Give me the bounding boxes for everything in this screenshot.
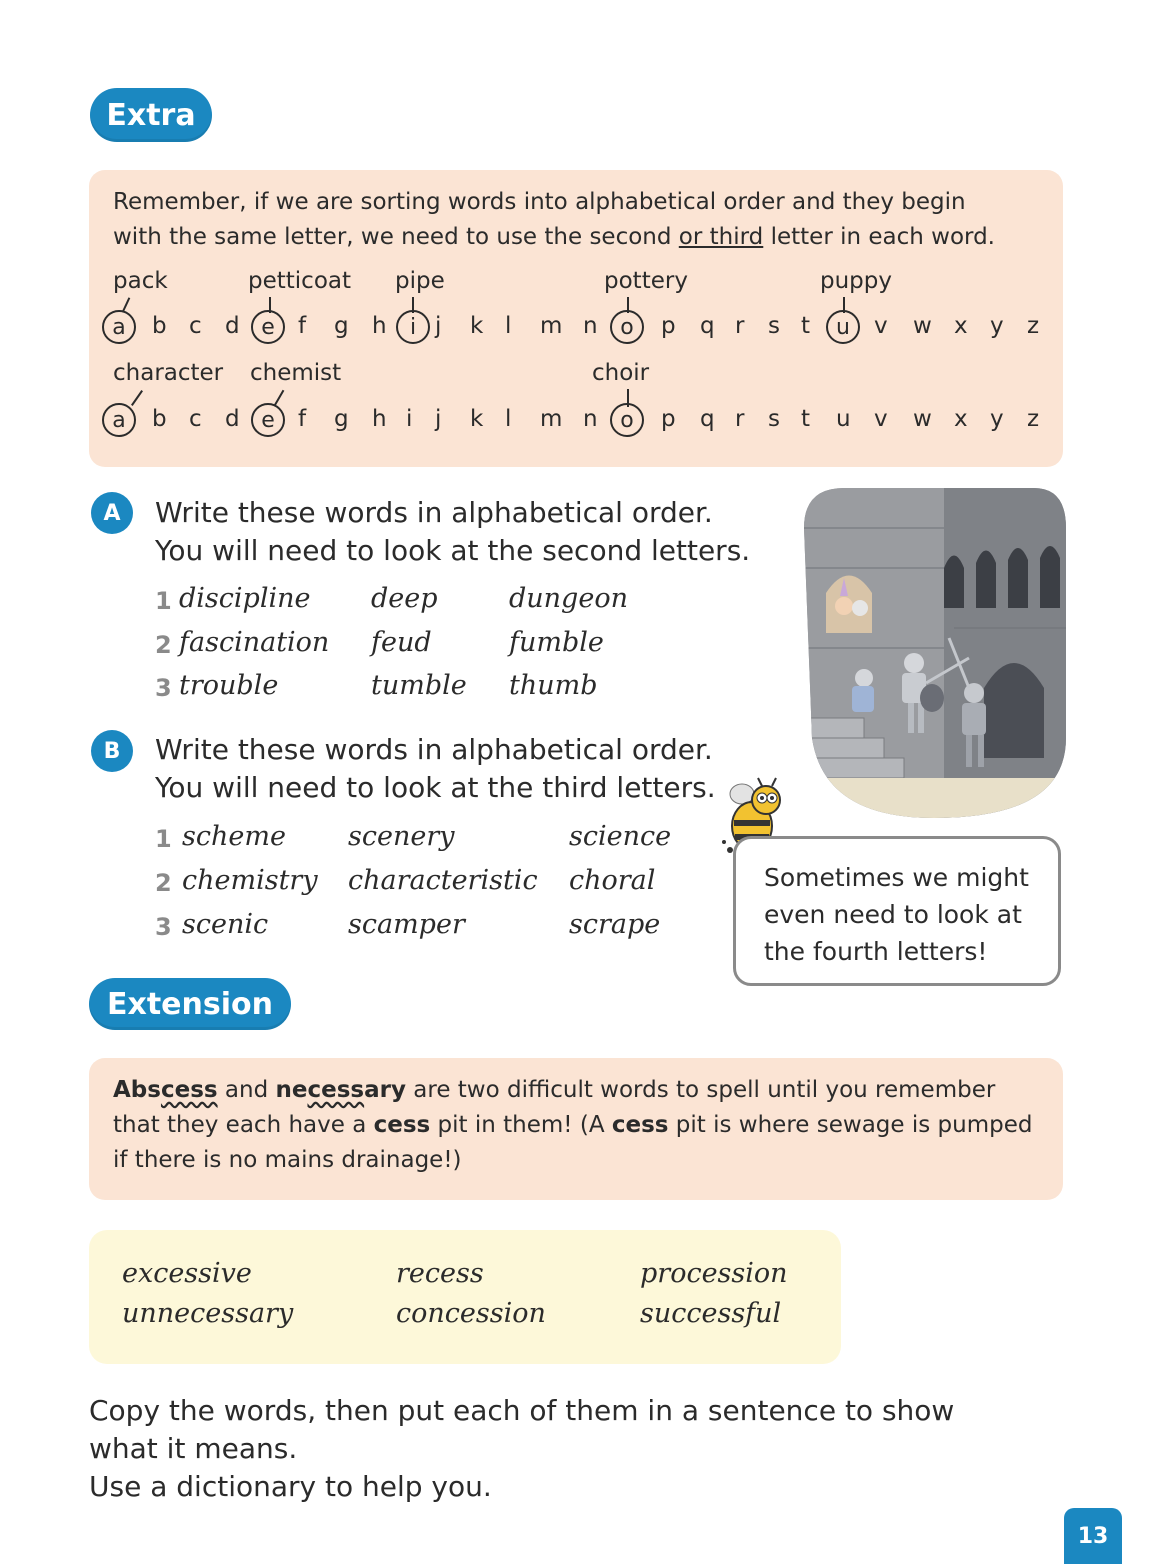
- section-b-badge: B: [91, 730, 133, 772]
- alphabet-letter: z: [1027, 406, 1040, 432]
- row-number: 2: [155, 869, 172, 897]
- alphabet-letter: v: [874, 406, 888, 432]
- word-item: choral: [569, 865, 656, 896]
- extension-task: Copy the words, then put each of them in a sentence to show what it means. Use a dictionary to help you.: [89, 1394, 955, 1503]
- word-item: successful: [640, 1298, 782, 1329]
- alphabet-letter: c: [189, 313, 202, 339]
- extra-heading: Extra: [90, 88, 212, 142]
- circled-letter: u: [826, 310, 860, 344]
- alphabet-letter: n: [583, 313, 598, 339]
- tip-bubble: Sometimes we might even need to look at the fourth letters!: [733, 836, 1061, 986]
- example-word: pottery: [604, 268, 688, 294]
- circled-letter: a: [102, 403, 136, 437]
- example-word: chemist: [250, 360, 342, 386]
- alphabet-letter: y: [990, 313, 1004, 339]
- alphabet-letter: u: [836, 406, 851, 432]
- alphabet-letter: x: [954, 406, 968, 432]
- alphabet-letter: r: [735, 406, 745, 432]
- example-word: petticoat: [248, 268, 352, 294]
- word-item: concession: [396, 1298, 546, 1329]
- example-word: puppy: [820, 268, 892, 294]
- alphabet-letter: v: [874, 313, 888, 339]
- word-item: feud: [371, 627, 432, 658]
- alphabet-letter: m: [540, 313, 563, 339]
- circled-letter: i: [396, 310, 430, 344]
- word-item: excessive: [122, 1258, 252, 1289]
- word-item: dungeon: [509, 583, 628, 614]
- circled-letter: e: [251, 310, 285, 344]
- alphabet-letter: d: [225, 406, 240, 432]
- word-item: deep: [371, 583, 438, 614]
- word-item: science: [569, 821, 672, 852]
- alphabet-letter: z: [1027, 313, 1040, 339]
- word-item: trouble: [179, 670, 279, 701]
- alphabet-letter: x: [954, 313, 968, 339]
- word-item: fumble: [509, 627, 604, 658]
- circled-letter: o: [610, 403, 644, 437]
- alphabet-letter: s: [768, 313, 780, 339]
- section-a-badge: A: [91, 492, 133, 534]
- alphabet-letter: p: [661, 313, 676, 339]
- word-item: characteristic: [348, 865, 538, 896]
- circled-letter: e: [251, 403, 285, 437]
- knights-castle-illustration: [804, 488, 1066, 818]
- alphabet-letter: m: [540, 406, 563, 432]
- alphabet-letter: n: [583, 406, 598, 432]
- alphabet-letter: w: [913, 313, 932, 339]
- section-a-instructions: Write these words in alphabetical order. You will need to look at the second letters.: [155, 496, 751, 567]
- remember-line-1: Remember, if we are sorting words into alphabetical order and they begin: [113, 189, 966, 215]
- alphabet-letter: h: [372, 406, 387, 432]
- word-item: tumble: [371, 670, 467, 701]
- alphabet-letter: r: [735, 313, 745, 339]
- row-number: 3: [155, 674, 172, 702]
- word-box: [89, 1230, 841, 1364]
- word-item: procession: [640, 1258, 788, 1289]
- remember-text: [113, 185, 1053, 255]
- example-word: character: [113, 360, 224, 386]
- alphabet-letter: f: [298, 313, 307, 339]
- alphabet-letter: t: [801, 406, 811, 432]
- word-item: scamper: [348, 909, 465, 940]
- example-word: pack: [113, 268, 168, 294]
- word-item: scenery: [348, 821, 455, 852]
- alphabet-letter: l: [505, 406, 512, 432]
- page-number: 13: [1064, 1508, 1122, 1564]
- alphabet-letter: s: [768, 406, 780, 432]
- row-number: 2: [155, 631, 172, 659]
- alphabet-letter: g: [334, 406, 349, 432]
- alphabet-letter: p: [661, 406, 676, 432]
- word-item: scheme: [182, 821, 286, 852]
- alphabet-letter: b: [152, 313, 167, 339]
- word-item: fascination: [179, 627, 330, 658]
- alphabet-letter: f: [298, 406, 307, 432]
- alphabet-letter: k: [470, 313, 484, 339]
- section-b-instructions: Write these words in alphabetical order. You will need to look at the third letters.: [155, 733, 716, 804]
- word-item: thumb: [509, 670, 598, 701]
- word-item: recess: [396, 1258, 484, 1289]
- alphabet-letter: g: [334, 313, 349, 339]
- extension-info-text: Abscess and necessary are two difficult words to spell until you remember that they each have a cess pit in them! (A cess pit is where sewage is pumped if there is no mains drainage!): [113, 1077, 1033, 1173]
- word-item: scrape: [569, 909, 661, 940]
- underlined-phrase: or third: [678, 224, 764, 250]
- alphabet-letter: q: [700, 406, 715, 432]
- extension-heading: Extension: [89, 978, 291, 1030]
- alphabet-letter: t: [801, 313, 811, 339]
- alphabet-letter: j: [435, 406, 442, 432]
- alphabet-letter: j: [435, 313, 442, 339]
- alphabet-letter: h: [372, 313, 387, 339]
- alphabet-letter: b: [152, 406, 167, 432]
- word-item: scenic: [182, 909, 269, 940]
- row-number: 1: [155, 587, 172, 615]
- alphabet-letter: w: [913, 406, 932, 432]
- word-item: discipline: [179, 583, 311, 614]
- example-word: choir: [592, 360, 650, 386]
- alphabet-letter: i: [406, 406, 413, 432]
- remember-line-2: with the same letter, we need to use the second or third letter in each word.: [113, 224, 995, 250]
- alphabet-letter: y: [990, 406, 1004, 432]
- word-item: unnecessary: [122, 1298, 294, 1329]
- row-number: 1: [155, 825, 172, 853]
- alphabet-letter: k: [470, 406, 484, 432]
- alphabet-letter: c: [189, 406, 202, 432]
- alphabet-letter: q: [700, 313, 715, 339]
- alphabet-letter: d: [225, 313, 240, 339]
- word-item: chemistry: [182, 865, 318, 896]
- row-number: 3: [155, 913, 172, 941]
- example-word: pipe: [395, 268, 445, 294]
- circled-letter: a: [102, 310, 136, 344]
- circled-letter: o: [610, 310, 644, 344]
- alphabet-letter: l: [505, 313, 512, 339]
